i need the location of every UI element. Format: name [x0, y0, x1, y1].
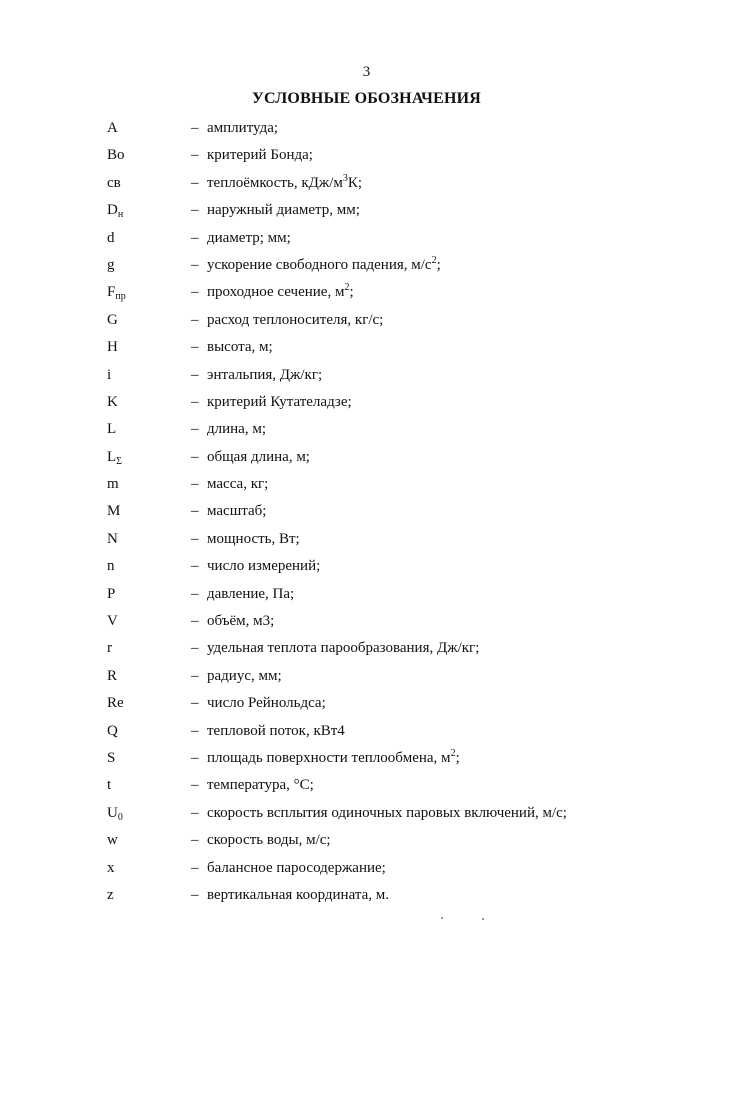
symbol-description: [207, 197, 360, 224]
description-text: радиус, мм;: [207, 667, 282, 684]
dash-separator: –: [191, 558, 199, 575]
description-text: температура, °С;: [207, 777, 314, 794]
symbol-row: [0, 855, 733, 882]
description-suffix: ;: [455, 749, 460, 766]
symbol-main: L: [107, 448, 117, 465]
symbol-label: [107, 471, 119, 498]
dash-separator: –: [191, 120, 199, 136]
symbol-main: G: [107, 311, 118, 328]
page-title: УСЛОВНЫЕ ОБОЗНАЧЕНИЯ: [252, 90, 481, 107]
dash-separator: –: [191, 804, 199, 821]
symbol-main: D: [107, 202, 118, 219]
symbol-label: [107, 334, 118, 361]
symbol-row: [0, 608, 733, 635]
description-text: энтальпия, Дж/кг;: [207, 366, 323, 383]
description-superscript: 2: [450, 747, 456, 759]
symbol-description: [207, 170, 362, 197]
symbol-list: [0, 115, 733, 909]
symbol-description: [207, 115, 278, 142]
symbol-description: [207, 635, 479, 662]
symbol-row: [0, 553, 733, 580]
description-text: масса, кг;: [207, 476, 269, 493]
dash-separator: –: [191, 256, 199, 273]
description-text: длина, м;: [207, 421, 266, 438]
symbol-row: [0, 471, 733, 498]
symbol-description: [207, 690, 326, 717]
symbol-label: [107, 581, 115, 608]
dash-separator: –: [191, 695, 199, 712]
symbol-description: [207, 142, 313, 169]
dash-separator: –: [191, 229, 199, 246]
scan-speck: [482, 918, 484, 920]
description-superscript: 2: [344, 282, 350, 294]
description-text: скорость всплытия одиночных паровых включений, м/с;: [207, 804, 567, 821]
description-text: объём, м3;: [207, 613, 275, 630]
symbol-row: [0, 745, 733, 772]
description-text: вертикальная координата, м.: [207, 886, 389, 903]
symbol-main: V: [107, 613, 118, 630]
scan-speck: [441, 917, 443, 919]
symbol-row: [0, 170, 733, 197]
symbol-label: [107, 772, 111, 799]
description-text: ускорение свободного падения, м/с: [207, 256, 432, 273]
symbol-main: r: [107, 640, 112, 657]
symbol-description: [207, 389, 352, 416]
symbol-main: d: [107, 229, 115, 246]
symbol-label: [107, 170, 121, 197]
symbol-row: [0, 498, 733, 525]
symbol-main: S: [107, 749, 116, 766]
dash-separator: –: [191, 284, 199, 301]
dash-separator: –: [191, 886, 199, 903]
symbol-row: [0, 882, 733, 909]
symbol-description: [207, 772, 314, 799]
symbol-label: [107, 635, 112, 662]
description-text: число Рейнольдса;: [207, 695, 326, 712]
dash-separator: –: [191, 640, 199, 657]
description-text: площадь поверхности теплообмена, м: [207, 749, 451, 766]
symbol-label: [107, 553, 115, 580]
symbol-description: [207, 362, 322, 389]
symbol-row: [0, 827, 733, 854]
dash-separator: –: [191, 832, 199, 849]
symbol-description: [207, 252, 441, 279]
symbol-main: Re: [107, 695, 124, 712]
symbol-description: [207, 334, 273, 361]
symbol-row: [0, 252, 733, 279]
symbol-description: [207, 663, 282, 690]
symbol-label: [107, 498, 120, 525]
symbol-subscript: Σ: [116, 455, 122, 467]
dash-separator: –: [191, 174, 199, 191]
symbol-description: [207, 307, 383, 334]
symbol-description: [207, 608, 274, 635]
symbol-main: H: [107, 339, 118, 356]
symbol-label: [107, 663, 117, 690]
symbol-label: [107, 252, 115, 279]
symbol-description: [207, 581, 294, 608]
symbol-label: [107, 608, 118, 635]
symbol-row: [0, 635, 733, 662]
symbol-row: [0, 197, 733, 224]
dash-separator: –: [191, 530, 199, 547]
description-superscript: 2: [431, 254, 437, 266]
symbol-main: U: [107, 804, 118, 821]
symbol-row: [0, 334, 733, 361]
symbol-label: [107, 197, 123, 224]
description-text: теплоёмкость, кДж/м: [207, 174, 343, 191]
description-superscript: 3: [342, 172, 348, 184]
dash-separator: –: [191, 859, 199, 876]
symbol-subscript: пр: [115, 291, 126, 303]
dash-separator: –: [191, 339, 199, 356]
description-text: критерий Бонда;: [207, 147, 313, 164]
symbol-row: [0, 307, 733, 334]
symbol-row: [0, 444, 733, 471]
dash-separator: –: [191, 585, 199, 602]
symbol-label: [107, 745, 115, 772]
symbol-label: [107, 307, 118, 334]
symbol-row: [0, 362, 733, 389]
symbol-description: [207, 444, 310, 471]
symbol-main: R: [107, 667, 118, 684]
dash-separator: –: [191, 311, 199, 328]
symbol-label: [107, 526, 118, 553]
symbol-main: z: [107, 886, 114, 903]
description-text: мощность, Вт;: [207, 530, 300, 547]
symbol-label: [107, 718, 118, 745]
description-text: диаметр; мм;: [207, 229, 291, 246]
symbol-description: [207, 279, 354, 306]
description-text: давление, Па;: [207, 585, 295, 602]
description-text: критерий Кутателадзе;: [207, 393, 352, 410]
description-text: общая длина, м;: [207, 448, 310, 465]
page-number: 3: [362, 64, 371, 80]
symbol-label: [107, 690, 124, 717]
symbol-main: A: [107, 120, 118, 136]
symbol-main: K: [107, 393, 118, 410]
description-text: проходное сечение, м: [207, 284, 345, 301]
symbol-subscript: н: [117, 209, 124, 221]
dash-separator: –: [191, 147, 199, 164]
dash-separator: –: [191, 202, 199, 219]
description-text: скорость воды, м/с;: [207, 832, 331, 849]
symbol-label: [107, 362, 111, 389]
symbol-main: t: [107, 777, 112, 794]
symbol-row: [0, 389, 733, 416]
symbol-main: P: [107, 585, 116, 602]
symbol-description: [207, 526, 300, 553]
symbol-row: [0, 225, 733, 252]
symbol-description: [207, 745, 460, 772]
symbol-main: w: [107, 832, 118, 849]
symbol-row: [0, 115, 733, 142]
symbol-description: [207, 882, 389, 909]
symbol-row: [0, 526, 733, 553]
description-text: расход теплоносителя, кг/с;: [207, 311, 384, 328]
symbol-main: Q: [107, 722, 118, 739]
symbol-description: [207, 471, 268, 498]
symbol-description: [207, 827, 331, 854]
symbol-label: [107, 882, 114, 909]
symbol-row: [0, 690, 733, 717]
dash-separator: –: [191, 667, 199, 684]
symbol-main: cв: [107, 174, 121, 191]
symbol-row: [0, 279, 733, 306]
symbol-description: [207, 553, 320, 580]
dash-separator: –: [191, 777, 199, 794]
symbol-row: [0, 718, 733, 745]
symbol-main: n: [107, 558, 115, 575]
symbol-description: [207, 718, 345, 745]
description-text: удельная теплота парообразования, Дж/кг;: [207, 640, 480, 657]
symbol-label: [107, 389, 118, 416]
symbol-row: [0, 772, 733, 799]
dash-separator: –: [191, 722, 199, 739]
symbol-main: L: [107, 421, 117, 438]
symbol-row: [0, 800, 733, 827]
symbol-description: [207, 225, 291, 252]
symbol-main: F: [107, 284, 116, 301]
symbol-description: [207, 800, 567, 827]
symbol-label: [107, 416, 116, 443]
symbol-description: [207, 416, 266, 443]
dash-separator: –: [191, 476, 199, 493]
description-text: амплитуда;: [207, 120, 279, 136]
symbol-description: [207, 498, 266, 525]
symbol-row: [0, 416, 733, 443]
dash-separator: –: [191, 366, 199, 383]
symbol-main: M: [107, 503, 121, 520]
dash-separator: –: [191, 393, 199, 410]
symbol-label: [107, 444, 122, 471]
description-text: число измерений;: [207, 558, 321, 575]
symbol-main: N: [107, 530, 118, 547]
description-text: балансное паросодержание;: [207, 859, 386, 876]
symbol-label: [107, 800, 123, 827]
symbol-label: [107, 115, 118, 142]
description-suffix: ;: [349, 284, 354, 301]
dash-separator: –: [191, 421, 199, 438]
symbol-row: [0, 663, 733, 690]
symbol-row: [0, 142, 733, 169]
description-suffix: К;: [347, 174, 363, 191]
dash-separator: –: [191, 749, 199, 766]
symbol-label: [107, 827, 118, 854]
dash-separator: –: [191, 613, 199, 630]
symbol-main: i: [107, 366, 112, 383]
symbol-subscript: 0: [117, 811, 123, 823]
symbol-label: [107, 142, 125, 169]
symbol-label: [107, 225, 115, 252]
description-text: высота, м;: [207, 339, 273, 356]
symbol-label: [107, 855, 115, 882]
dash-separator: –: [191, 448, 199, 465]
symbol-row: [0, 581, 733, 608]
symbol-description: [207, 855, 386, 882]
symbol-main: Bo: [107, 147, 125, 164]
symbol-main: g: [107, 256, 115, 273]
dash-separator: –: [191, 503, 199, 520]
description-text: масштаб;: [207, 503, 267, 520]
symbol-main: m: [107, 476, 119, 493]
description-text: тепловой поток, кВт4: [207, 722, 345, 739]
description-suffix: ;: [436, 256, 441, 273]
description-text: наружный диаметр, мм;: [207, 202, 360, 219]
symbol-label: [107, 279, 126, 306]
symbol-main: x: [107, 859, 115, 876]
